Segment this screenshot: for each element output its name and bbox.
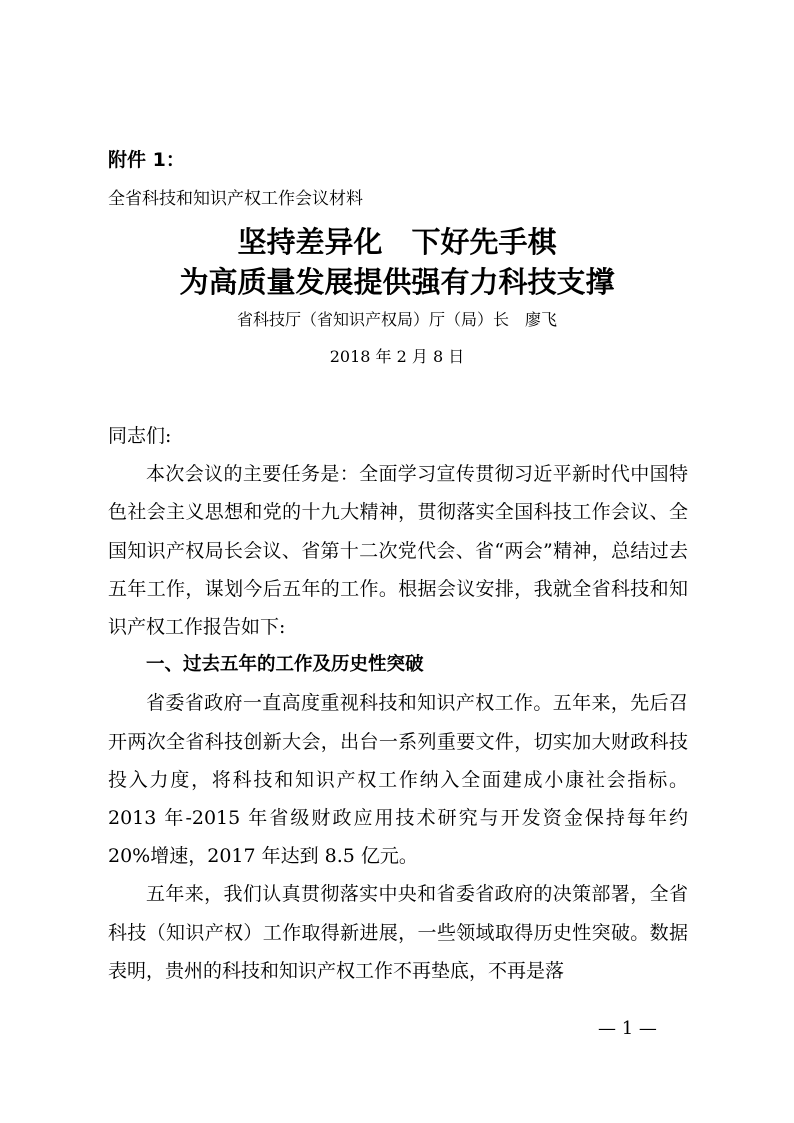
paragraph-intro: 本次会议的主要任务是：全面学习宣传贯彻习近平新时代中国特色社会主义思想和党的十九大精神，贯彻落实全国科技工作会议、全国知识产权局长会议、省第十二次党代会、省“两会”精神，总结过去五年工作，谋划今后五年的工作。根据会议安排，我就全省科技和知识产权工作报告如下: (108, 463, 688, 639)
document-title-line-2: 为高质量发展提供强有力科技支撑 (179, 265, 615, 299)
salutation: 同志们: (108, 425, 172, 447)
paragraph-progress: 五年来，我们认真贯彻落实中央和省委省政府的决策部署，全省科技（知识产权）工作取得新进展，一些领域取得历史性突破。数据表明，贵州的科技和知识产权工作不再垫底，不再是落 (108, 883, 688, 982)
body-text (108, 417, 688, 990)
section-heading: 一、过去五年的工作及历史性突破 (146, 654, 424, 676)
author-line: 省科技厅（省知识产权局）厅（局）长 廖飞 (236, 310, 557, 329)
document-title-line-1: 坚持差异化 下好先手棋 (237, 225, 557, 259)
page-number: — 1 — (598, 1018, 657, 1039)
paragraph-investment: 省委省政府一直高度重视科技和知识产权工作。五年来，先后召开两次全省科技创新大会，出台一系列重要文件，切实加大财政科技投入力度，将科技和知识产权工作纳入全面建成小康社会指标。2013 年-2015 年省级财政应用技术研究与开发资金保持每年约 20%增速，2017 年达到 8.5 亿元。 (108, 692, 688, 868)
attachment-label: 附件 1： (108, 149, 185, 171)
document-date: 2018 年 2 月 8 日 (329, 347, 465, 366)
material-label: 全省科技和知识产权工作会议材料 (108, 189, 363, 209)
